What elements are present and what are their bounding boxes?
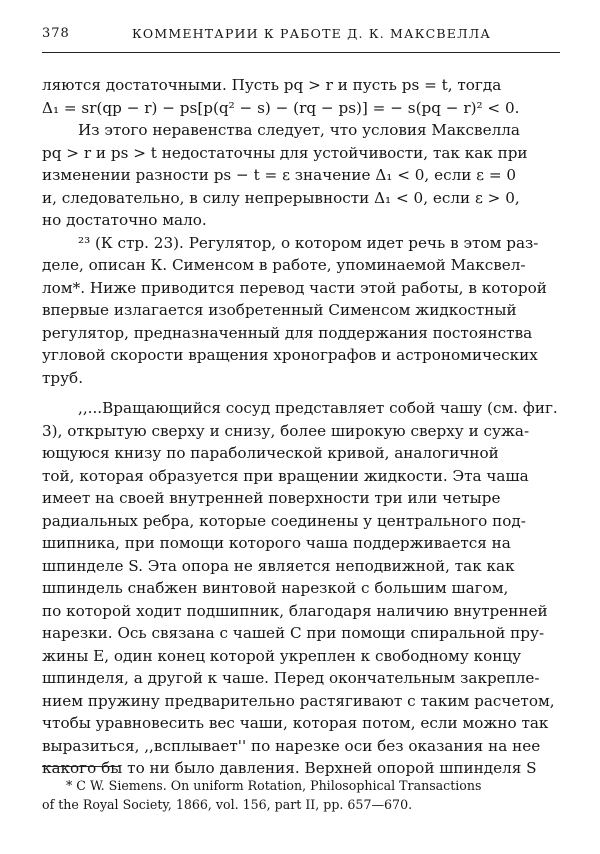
text-line: шипника, при помощи которого чаша поддерживается на: [42, 534, 511, 552]
text-line: ющуюся книзу по параболической кривой, аналогичной: [42, 444, 499, 462]
text-line: по которой ходит подшипник, благодаря наличию внутренней: [42, 601, 548, 620]
text-line: и, следовательно, в силу непрерывности Δ₁ < 0, если ε > 0,: [42, 188, 520, 207]
text-line: шпиндель снабжен винтовой нарезкой с большим шагом,: [42, 579, 509, 597]
text-line: деле, описан К. Сименсом в работе, упоминаемой Максвел-: [42, 256, 526, 274]
text-line: той, которая образуется при вращении жидкости. Эта чаша: [42, 466, 529, 485]
page-number: 378: [42, 26, 70, 41]
text-line: изменении разности ps − t = ε значение Δ₁ < 0, если ε = 0: [42, 166, 517, 184]
text-line: лом*. Ниже приводится перевод части этой работы, в которой: [42, 278, 547, 297]
text-line: жины E, один конец которой укреплен к свободному концу: [42, 646, 522, 665]
footnote-line: * C W. Siemens. On uniform Rotation, Philosophical Transactions: [66, 778, 482, 793]
paragraph-gap: [42, 389, 560, 397]
text-line: чтобы уравновесить вес чаши, которая потом, если можно так: [42, 714, 549, 732]
text-line: ,,...Вращающийся сосуд представляет собой чашу (см. фиг.: [78, 399, 558, 417]
body-text: [42, 74, 560, 780]
paragraph: [42, 74, 560, 119]
text-line: pq > r и ps > t недостаточны для устойчивости, так как при: [42, 143, 528, 162]
formula-line: Δ₁ = sr(qp − r) − ps[p(q² − s) − (rq − ps)] = − s(pq − r)² < 0.: [42, 98, 520, 117]
footnote-line: of the Royal Society, 1866, vol. 156, part II, pp. 657—670.: [42, 797, 413, 812]
text-line: но достаточно мало.: [42, 211, 207, 229]
text-line: угловой скорости вращения хронографов и астрономических: [42, 346, 538, 364]
footnote-rule: [42, 766, 120, 767]
paragraph: [42, 119, 560, 232]
text-line: шпинделя, а другой к чаше. Перед окончательным закрепле-: [42, 669, 540, 687]
footnote: [42, 776, 560, 814]
text-line: регулятор, предназначенный для поддержания постоянства: [42, 323, 533, 342]
text-line: Из этого неравенства следует, что условия Максвелла: [78, 121, 520, 139]
text-line: ²³ (К стр. 23). Регулятор, о котором идет речь в этом раз-: [78, 233, 539, 252]
text-line: выразиться, ,,всплывает'' по нарезке оси без оказания на нее: [42, 736, 541, 755]
text-line: имеет на своей внутренней поверхности три или четыре: [42, 489, 501, 507]
text-line: нием пружину предварительно растягивают с таким расчетом,: [42, 691, 555, 710]
text-line: ляются достаточными. Пусть pq > r и пусть ps = t, тогда: [42, 76, 502, 94]
text-line: нарезки. Ось связана с чашей C при помощи спиральной пру-: [42, 624, 545, 642]
header-rule: [42, 52, 560, 53]
text-line: радиальных ребра, которые соединены у центрального под-: [42, 511, 526, 530]
paragraph: [42, 232, 560, 390]
paragraph: [42, 397, 560, 780]
text-line: какого бы то ни было давления. Верхней опорой шпинделя S: [42, 759, 537, 777]
text-line: впервые излагается изобретенный Сименсом жидкостный: [42, 301, 517, 319]
running-title: КОММЕНТАРИИ К РАБОТЕ Д. К. МАКСВЕЛЛА: [132, 26, 492, 41]
text-line: шпинделе S. Эта опора не является неподвижной, так как: [42, 556, 515, 575]
text-line: труб.: [42, 368, 84, 387]
text-line: 3), открытую сверху и снизу, более широкую сверху и сужа-: [42, 421, 530, 440]
